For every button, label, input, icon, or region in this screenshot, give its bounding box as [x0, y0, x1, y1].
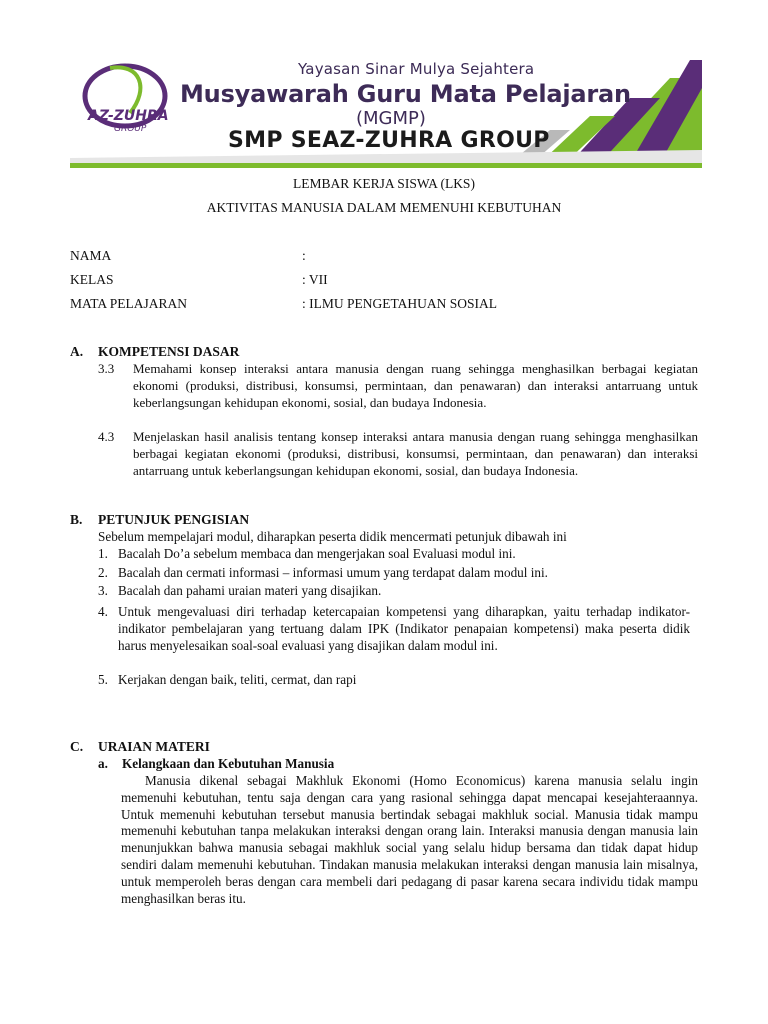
section-a-heading — [70, 344, 239, 360]
logo-subtext: GROUP — [114, 124, 147, 134]
instruction-number: 2. — [98, 565, 108, 580]
identity-label: MATA PELAJARAN — [70, 296, 188, 311]
section-c-heading — [70, 739, 210, 755]
section-letter: C. — [70, 739, 84, 754]
instruction-number: 4. — [98, 604, 108, 619]
section-b-heading — [70, 512, 249, 528]
identity-label: KELAS — [70, 272, 114, 287]
logo-text: AZ-ZUHRA — [88, 108, 169, 124]
document-title: LEMBAR KERJA SISWA (LKS) — [293, 176, 475, 191]
instruction-number: 1. — [98, 546, 108, 561]
identity-value: : VII — [302, 272, 328, 287]
competency-text: Memahami konsep interaksi antara manusia dengan ruang sehingga menghasilkan berbagai kegiatan ekonomi (produksi, distribusi, konsumsi, permintaan, dan penawaran) dan interaksi antarruang untuk keberlangsungan kehidupan ekonomi, sosial, dan budaya Indonesia. — [133, 361, 698, 410]
instructions-intro: Sebelum mempelajari modul, diharapkan peserta didik mencermati petunjuk dibawah ini — [98, 529, 567, 544]
instruction-text: Bacalah dan pahami uraian materi yang disajikan. — [118, 583, 382, 598]
header-divider — [70, 163, 702, 168]
instruction-text: Untuk mengevaluasi diri terhadap ketercapaian kompetensi yang diharapkan, yaitu terhadap indikator-indikator pembelajaran yang tertuang dalam IPK (Indikator penapaian kompetensi) maka peserta didik harus menyelesaikan soal-soal evaluasi yang disajikan dalam modul ini. — [118, 604, 690, 653]
subsection-title: Kelangkaan dan Kebutuhan Manusia — [122, 756, 335, 771]
instruction-number: 5. — [98, 672, 108, 687]
section-title: KOMPETENSI DASAR — [98, 344, 240, 359]
competency-number: 3.3 — [98, 361, 115, 376]
mgmp-title: Musyawarah Guru Mata Pelajaran — [180, 80, 631, 108]
section-title: PETUNJUK PENGISIAN — [98, 512, 250, 527]
mgmp-abbreviation: (MGMP) — [356, 108, 426, 129]
identity-value: : ILMU PENGETAHUAN SOSIAL — [302, 296, 498, 311]
identity-value[interactable]: : — [302, 248, 306, 263]
document-subtitle: AKTIVITAS MANUSIA DALAM MEMENUHI KEBUTUHAN — [206, 200, 562, 215]
instruction-text: Bacalah dan cermati informasi – informasi umum yang terdapat dalam modul ini. — [118, 565, 548, 580]
instruction-text: Bacalah Do’a sebelum membaca dan mengerjakan soal Evaluasi modul ini. — [118, 546, 516, 561]
subsection-letter: a. — [98, 756, 108, 771]
school-name: SMP SEAZ-ZUHRA GROUP — [228, 128, 550, 153]
section-letter: B. — [70, 512, 83, 527]
header-banner — [70, 58, 702, 168]
section-title: URAIAN MATERI — [98, 739, 210, 754]
material-paragraph: Manusia dikenal sebagai Makhluk Ekonomi (Homo Economicus) karena manusia selalu ingin memenuhi kebutuhan, tentu saja dengan cara yang rasional sehingga dapat mencapai kesejahteraannya. Untuk memenuhi kebutuhan tersebut manusia bertindak sebagai makhluk social. Manusia tidak mampu memenuhi kebutuhan tanpa melakukan interaksi dengan orang lain. Interaksi manusia dengan manusia lain menunjukkan bahwa manusia sebagai makhluk social yang selalu hidup bersama dan tidak dapat hidup sendiri dalam memenuhi kebutuhan. Tindakan manusia melakukan interaksi dengan manusia lain misalnya, untuk memperoleh beras dengan cara membeli dari pedagang di pasar karena secara individu tidak mampu menghasilkan beras itu. — [121, 773, 698, 906]
instruction-text: Kerjakan dengan baik, teliti, cermat, dan rapi — [118, 672, 357, 687]
foundation-name: Yayasan Sinar Mulya Sejahtera — [298, 60, 535, 78]
competency-number: 4.3 — [98, 429, 115, 444]
section-letter: A. — [70, 344, 84, 359]
instruction-number: 3. — [98, 583, 108, 598]
subsection-heading — [98, 756, 334, 772]
competency-text: Menjelaskan hasil analisis tentang konsep interaksi antara manusia dengan ruang sehingga menghasilkan berbagai kegiatan ekonomi (produksi, distribusi, konsumsi, permintaan, dan penawaran) dan interaksi antarruang untuk keberlangsungan kehidupan ekonomi, sosial, dan budaya Indonesia. — [133, 429, 698, 478]
identity-label: NAMA — [70, 248, 112, 263]
